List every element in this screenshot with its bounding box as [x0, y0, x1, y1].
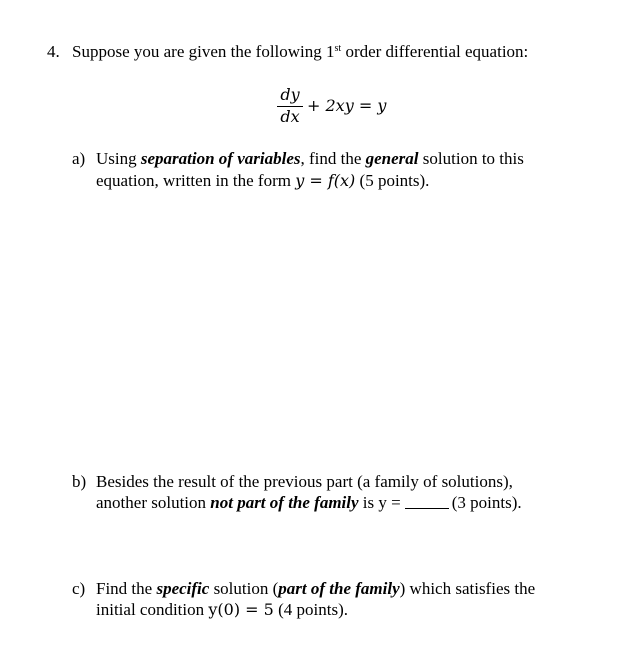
part-c-line1-mid: solution (: [209, 579, 279, 598]
part-a-line2: [96, 171, 429, 191]
part-a-line2-pre: equation, written in the form: [96, 171, 296, 190]
emphasis-part-of-family: part of the family: [278, 579, 400, 598]
part-b-line2: [96, 493, 522, 513]
question-number: 4.: [47, 42, 60, 61]
part-b-line2-pre: another solution: [96, 493, 211, 512]
part-c-line2-pre: initial condition: [96, 600, 209, 619]
answer-blank: [405, 494, 449, 509]
part-c-line2: [96, 600, 348, 620]
question-text-after: order differential equation:: [341, 42, 529, 61]
equation-rest: + 2xy = y: [307, 96, 387, 115]
part-b-line2-post: (3 points).: [451, 493, 522, 512]
question-text: [72, 42, 528, 62]
emphasis-general: general: [365, 149, 419, 168]
emphasis-specific: specific: [156, 579, 210, 598]
question-text-before: Suppose you are given the following 1: [72, 42, 335, 61]
part-c-line1-post: ) which satisfies the: [399, 579, 536, 598]
fraction-numerator: dy: [280, 85, 300, 104]
emphasis-separation-of-variables: separation of variables: [140, 149, 301, 168]
part-a-line1-pre: Using: [96, 149, 141, 168]
part-b-line1: Besides the result of the previous part (a family of solutions),: [96, 472, 513, 491]
part-a-line1: [96, 149, 524, 169]
part-b-line2-mid: is y =: [358, 493, 401, 512]
part-c-line1: [96, 579, 535, 599]
part-c-line1-pre: Find the: [96, 579, 157, 598]
part-b-label: b): [72, 472, 87, 491]
form-expression: y = f(x): [295, 171, 356, 190]
part-a-line1-post: solution to this: [418, 149, 524, 168]
part-c-line2-post: (4 points).: [273, 600, 348, 619]
part-c-label: c): [72, 579, 86, 598]
ordinal-superscript: st: [334, 43, 342, 54]
emphasis-not-part-of-family: not part of the family: [210, 493, 359, 512]
derivative-fraction: [277, 86, 303, 126]
part-a-line1-mid: , find the: [300, 149, 366, 168]
fraction-denominator: dx: [280, 107, 300, 126]
initial-condition-expression: y(0) = 5: [208, 600, 274, 619]
part-a-line2-post: (5 points).: [355, 171, 430, 190]
part-a-label: a): [72, 149, 86, 168]
